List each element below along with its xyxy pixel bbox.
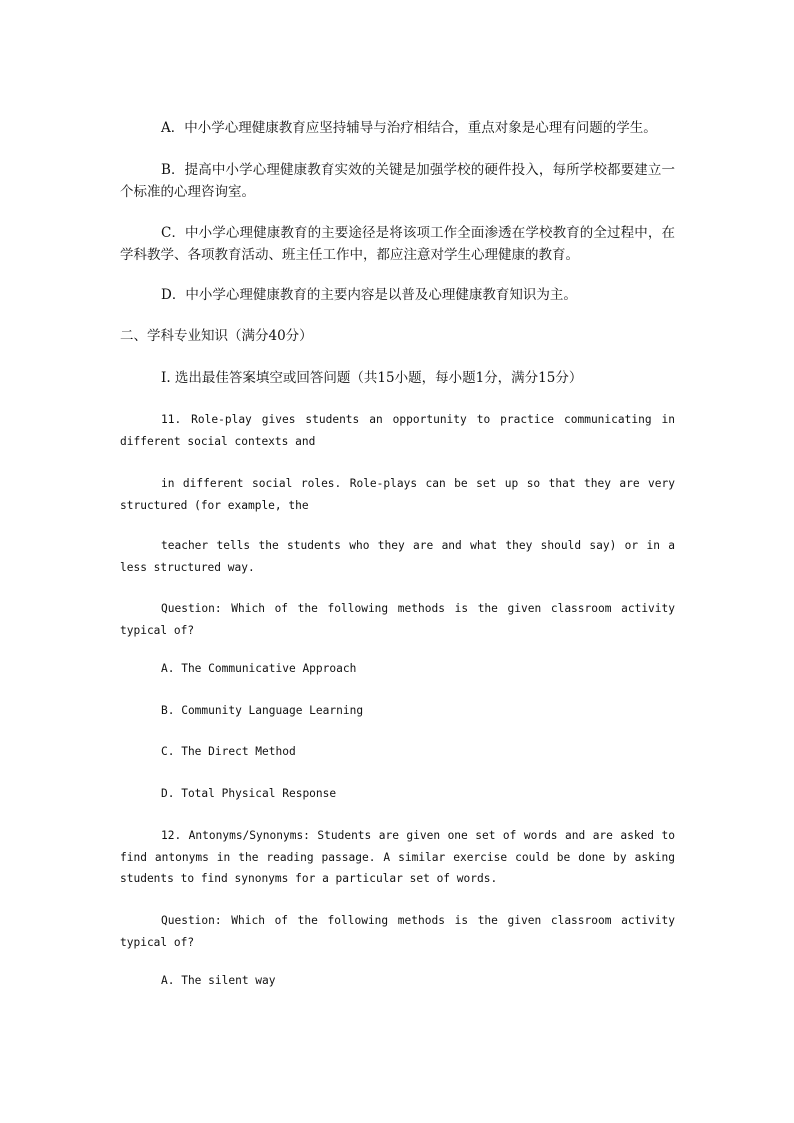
option-d-psychology: D．中小学心理健康教育的主要内容是以普及心理健康教育知识为主。 bbox=[161, 287, 577, 303]
question-12-text: 12. Antonyms/Synonyms: Students are given one set of words and are asked to find antonyms in the reading passage. A similar exercise could be done by asking students to find synonyms for a particular set of words. bbox=[120, 829, 675, 885]
option-c-psychology: C．中小学心理健康教育的主要途径是将该项工作全面渗透在学校教育的全过程中，在学科教学、各项教育活动、班主任工作中，都应注意对学生心理健康的教育。 bbox=[120, 225, 675, 263]
option-a-psychology: A．中小学心理健康教育应坚持辅导与治疗相结合，重点对象是心理有问题的学生。 bbox=[161, 120, 657, 136]
question-11-line-2: in different social roles. Role-plays can be set up so that they are very structured (for example, the bbox=[120, 477, 675, 512]
part-instructions: I. 选出最佳答案填空或回答问题（共15小题，每小题1分，满分15分） bbox=[161, 370, 583, 386]
question-11-option-d: D. Total Physical Response bbox=[161, 787, 337, 800]
question-11-option-c: C. The Direct Method bbox=[161, 745, 296, 758]
question-11-prompt: Question: Which of the following methods is the given classroom activity typical of? bbox=[120, 602, 675, 637]
question-12-prompt: Question: Which of the following methods is the given classroom activity typical of? bbox=[120, 914, 675, 949]
question-11-line-1: 11. Role-play gives students an opportunity to practice communicating in different social contexts and bbox=[120, 413, 675, 448]
question-11-option-a: A. The Communicative Approach bbox=[161, 662, 357, 675]
option-b-psychology: B．提高中小学心理健康教育实效的关键是加强学校的硬件投入，每所学校都要建立一个标准的心理咨询室。 bbox=[120, 162, 675, 200]
question-11-option-b: B. Community Language Learning bbox=[161, 704, 364, 717]
section-heading: 二、学科专业知识（满分40分） bbox=[120, 328, 313, 344]
question-12-option-a: A. The silent way bbox=[161, 974, 276, 987]
question-11-line-3: teacher tells the students who they are and what they should say) or in a less structured way. bbox=[120, 539, 675, 574]
